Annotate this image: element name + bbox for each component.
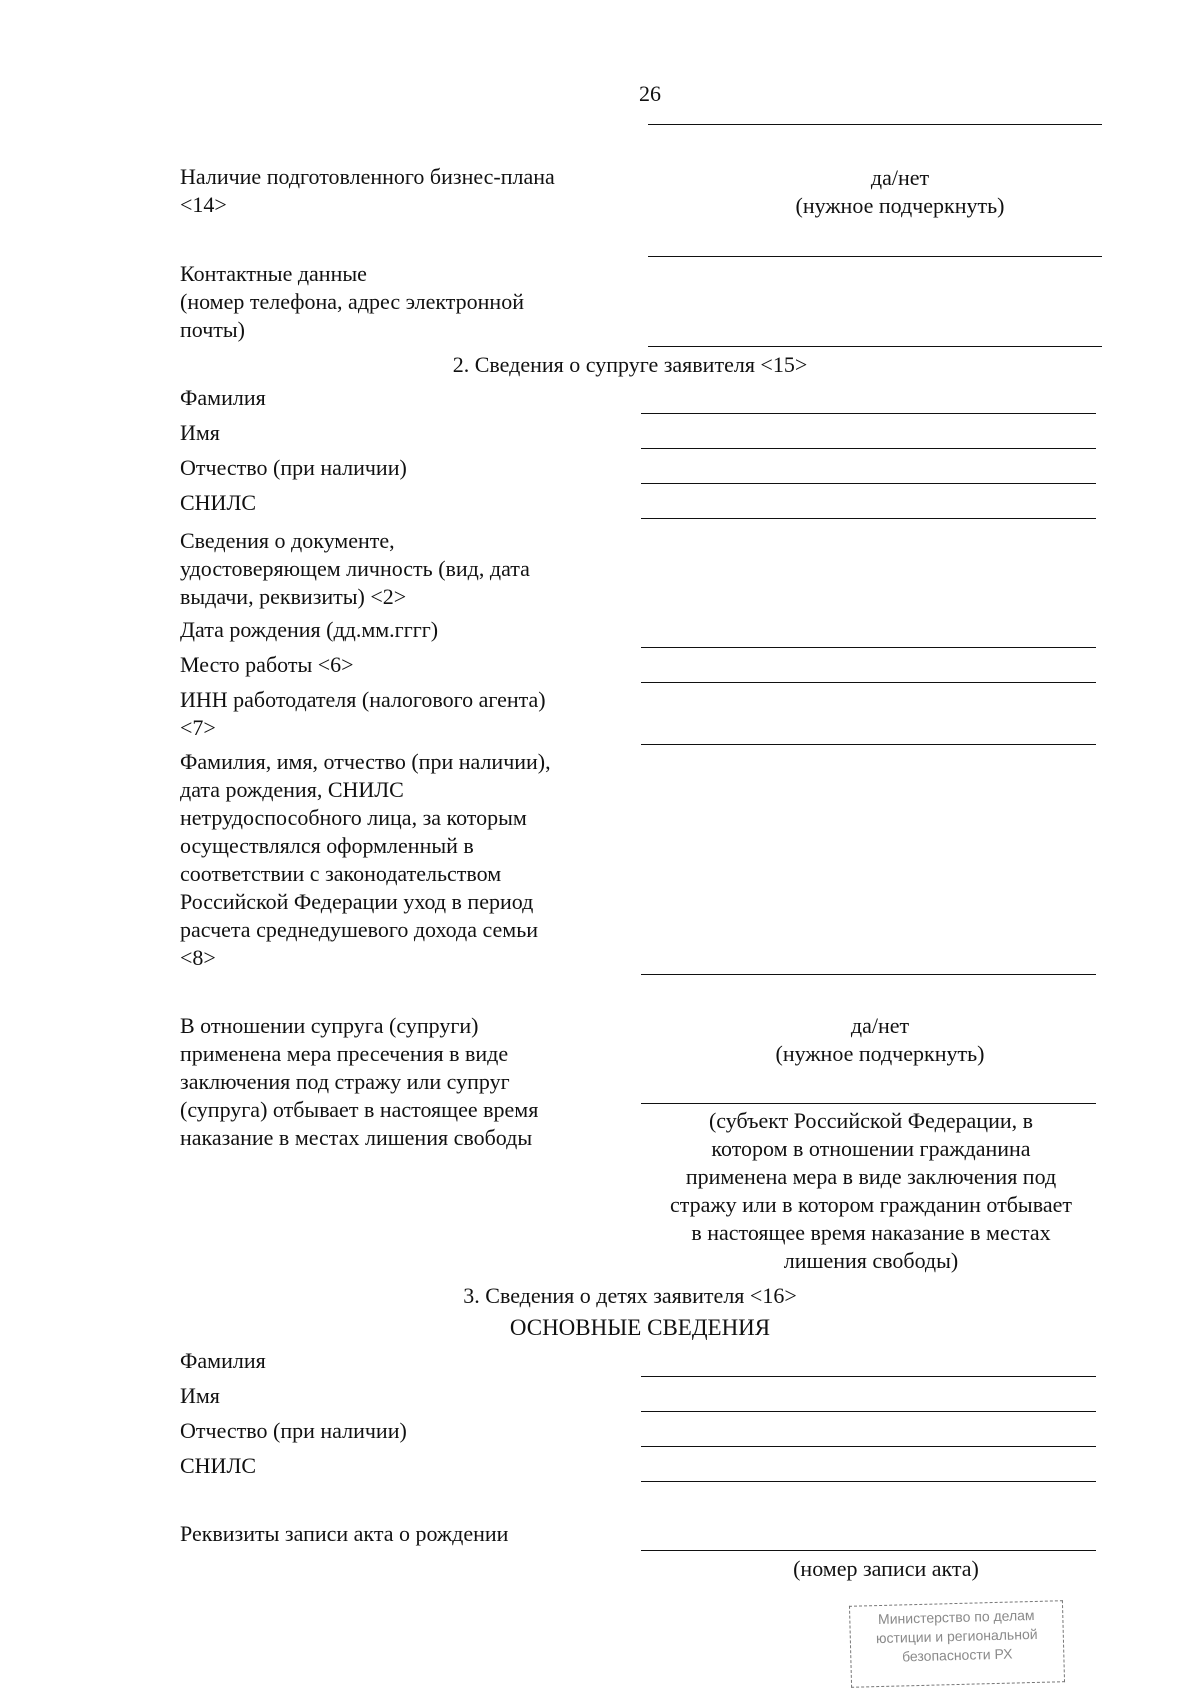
birth-record-input[interactable] [641, 1550, 1096, 1551]
spouse-employer-inn-label: ИНН работодателя (налогового агента) <7> [180, 687, 546, 740]
section2-heading: 2. Сведения о супруге заявителя <15> [452, 352, 808, 377]
spouse-workplace-input[interactable] [641, 682, 1096, 683]
section3-heading: 3. Сведения о детях заявителя <16> [463, 1283, 797, 1308]
child-patronymic-input[interactable] [641, 1446, 1096, 1447]
custody-value[interactable] [680, 1012, 1080, 1068]
spouse-workplace-label: Место работы <6> [180, 652, 354, 677]
spouse-name-input[interactable] [641, 448, 1096, 449]
business-plan-hint: (нужное подчеркнуть) [795, 193, 1005, 218]
birth-record-hint: (номер записи акта) [793, 1556, 979, 1581]
child-snils-input[interactable] [641, 1481, 1096, 1482]
custody-region-input[interactable] [641, 1103, 1096, 1104]
spouse-name-label: Имя [180, 420, 220, 445]
spouse-surname-label: Фамилия [180, 385, 266, 410]
child-surname-input[interactable] [641, 1376, 1096, 1377]
custody-yes-no[interactable]: да/нет [850, 1013, 910, 1038]
child-snils-label: СНИЛС [180, 1453, 257, 1478]
custody-region-hint: (субъект Российской Федерации, в котором в отношении гражданина применена мера в виде заключения под стражу или в котором гражданин отбывает в настоящее время наказание в местах лишения свободы) [670, 1108, 1072, 1273]
ministry-stamp: Министерство по делам юстиции и региональной безопасности РХ [849, 1600, 1065, 1688]
spouse-id-document-label: Сведения о документе, удостоверяющем личность (вид, дата выдачи, реквизиты) <2> [180, 528, 530, 609]
child-surname-label: Фамилия [180, 1348, 266, 1373]
spouse-birth-date-label: Дата рождения (дд.мм.гггг) [180, 617, 439, 642]
business-plan-value[interactable] [700, 164, 1100, 220]
spouse-birth-date-input[interactable] [641, 647, 1096, 648]
section3-subheading: ОСНОВНЫЕ СВЕДЕНИЯ [509, 1315, 771, 1340]
spouse-surname-input[interactable] [641, 413, 1096, 414]
birth-record-label: Реквизиты записи акта о рождении [180, 1521, 509, 1546]
contacts-input-line[interactable] [648, 346, 1102, 347]
child-name-input[interactable] [641, 1411, 1096, 1412]
spouse-employer-inn-input[interactable] [641, 744, 1096, 745]
page-number: 26 [639, 81, 661, 106]
custody-label: В отношении супруга (супруги) применена мера пресечения в виде заключения под стражу или супруг (супруга) отбывает в настоящее время наказание в местах лишения свободы [180, 1013, 539, 1150]
disabled-person-label: Фамилия, имя, отчество (при наличии), дата рождения, СНИЛС нетрудоспособного лица, за которым осуществлялся оформленный в соответствии с законодательством Российской Федерации уход в период расчета среднедушевого дохода семьи <8> [180, 749, 551, 970]
custody-hint: (нужное подчеркнуть) [775, 1041, 985, 1066]
business-plan-yes-no[interactable]: да/нет [870, 165, 930, 190]
spouse-snils-label: СНИЛС [180, 490, 257, 515]
spouse-snils-input[interactable] [641, 518, 1096, 519]
header-rule [648, 124, 1102, 125]
business-plan-label: Наличие подготовленного бизнес-плана <14> [180, 164, 555, 217]
child-name-label: Имя [180, 1383, 220, 1408]
business-plan-field-line [648, 256, 1102, 257]
contacts-label: Контактные данные (номер телефона, адрес электронной почты) [180, 261, 524, 342]
spouse-patronymic-label: Отчество (при наличии) [180, 455, 407, 480]
disabled-person-input[interactable] [641, 974, 1096, 975]
spouse-patronymic-input[interactable] [641, 483, 1096, 484]
child-patronymic-label: Отчество (при наличии) [180, 1418, 407, 1443]
